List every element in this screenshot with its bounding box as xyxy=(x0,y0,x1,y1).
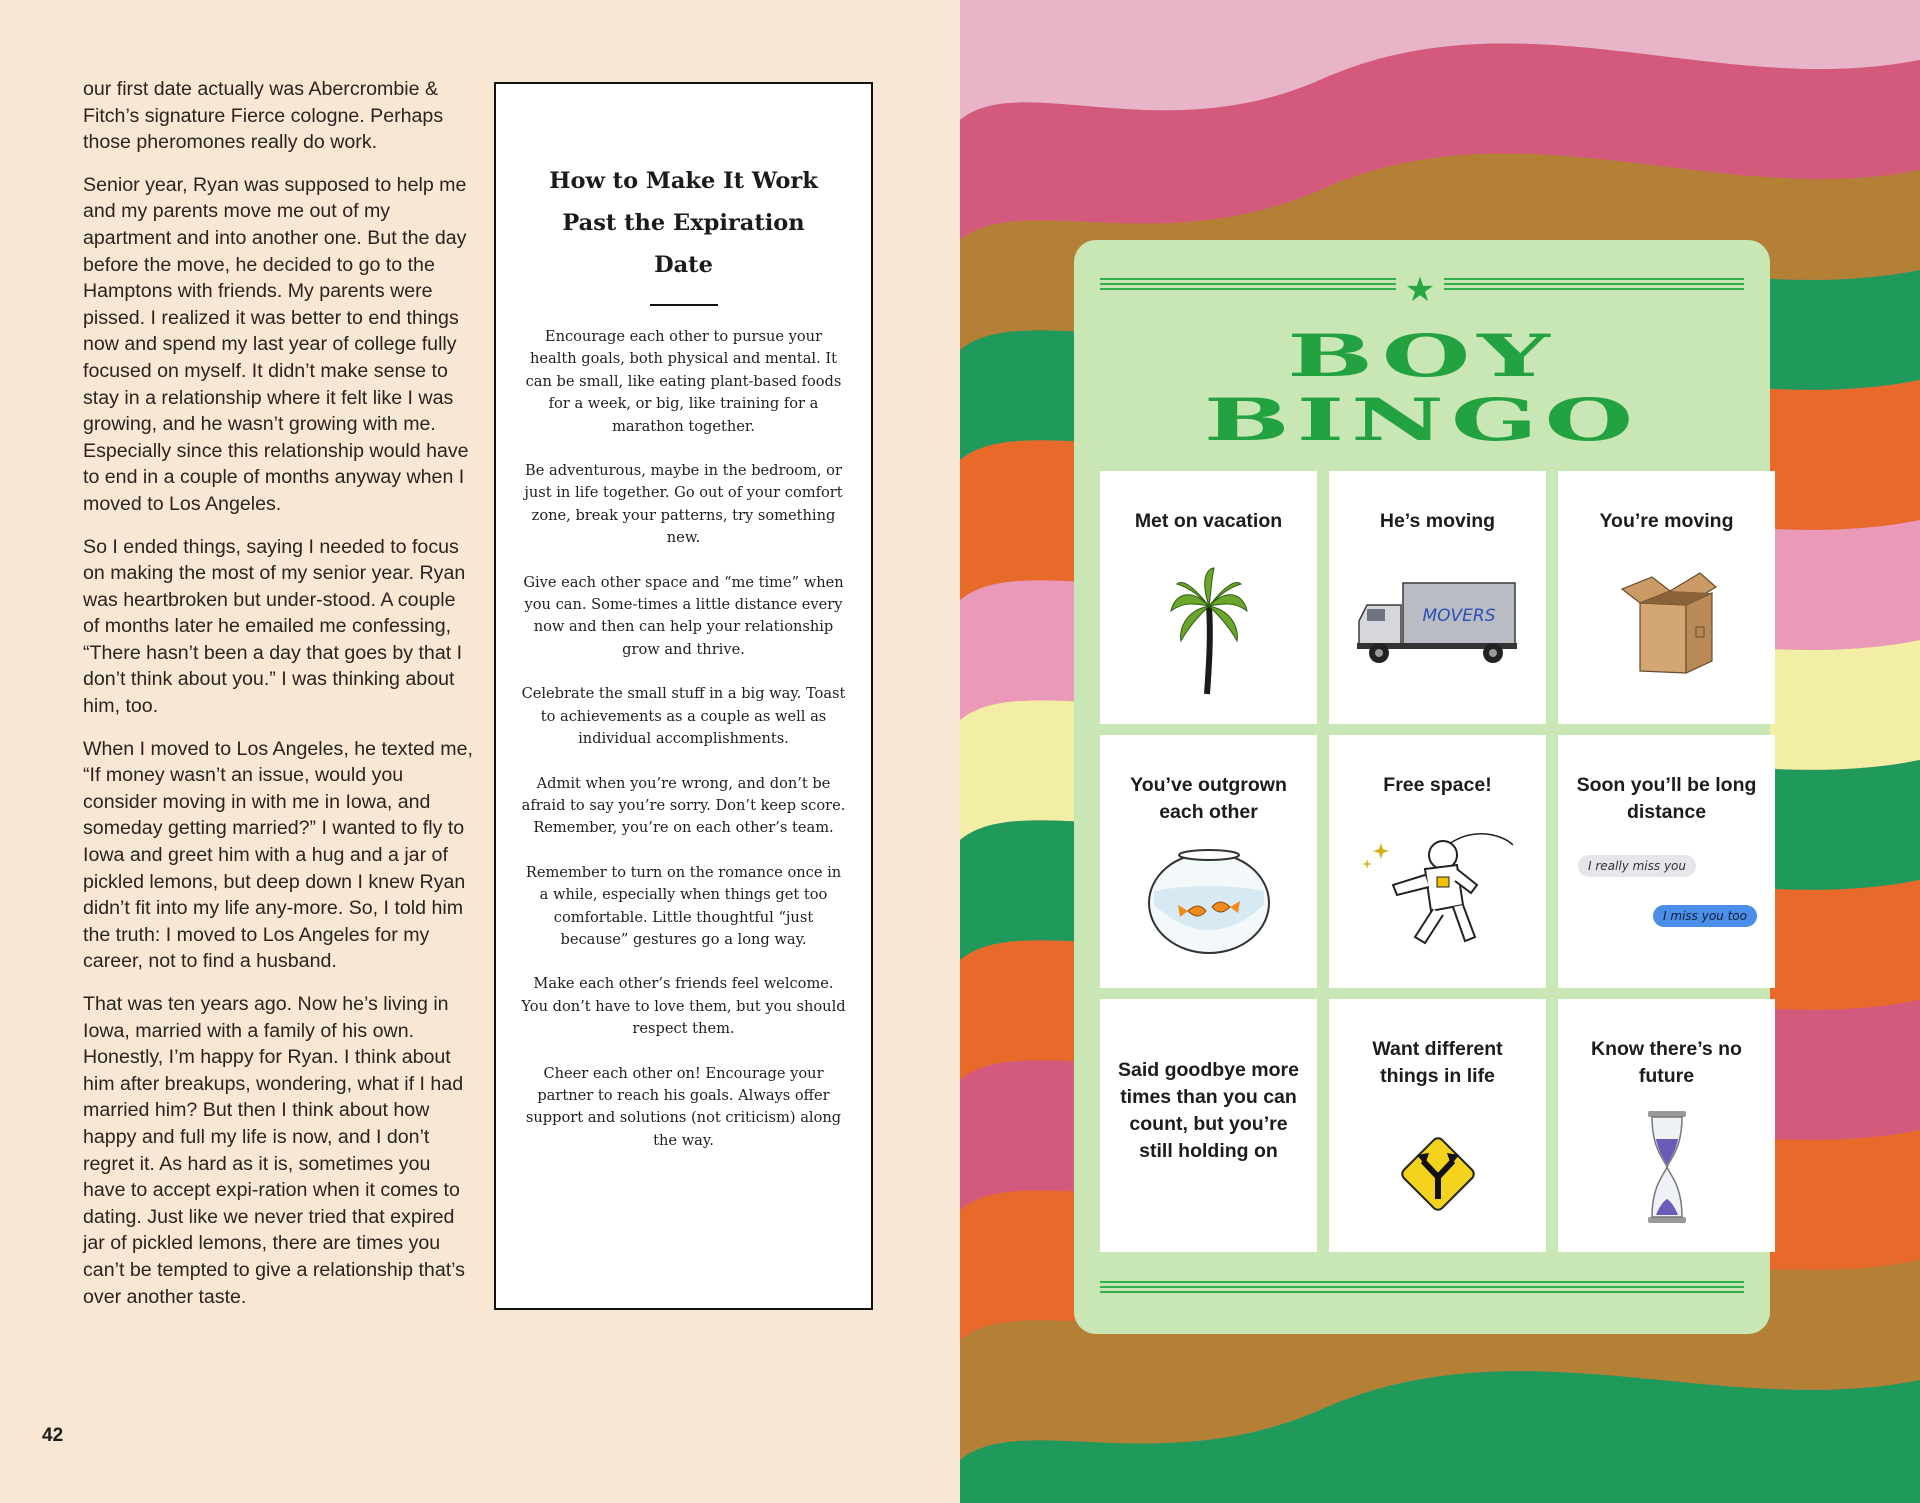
body-paragraph: Senior year, Ryan was supposed to help me and my parents move me out of my apartment and into another one. But the day before the move, he decided to go to the Hamptons with friends. My parents were pissed. I realized it was better to end things now and spend my last year of college fully focused on myself. It didn’t make sense to stay in a relationship where it felt like I was growing, and he wasn’t growing with me. Especially since this relationship would have to end in a couple of months anyway when I moved to Los Angeles. xyxy=(83,173,469,515)
bingo-cell-label: Free space! xyxy=(1383,774,1492,796)
bingo-title-line-1: BOY xyxy=(1287,322,1557,390)
decorative-rule-left xyxy=(1100,278,1396,292)
page-number: 42 xyxy=(42,1425,64,1446)
bingo-cell-label: Met on vacation xyxy=(1134,510,1283,532)
bingo-cell xyxy=(1329,999,1546,1252)
body-text-column xyxy=(83,76,473,1326)
sidebar-title: How to Make It Work Past the Expiration Date xyxy=(549,168,818,278)
bingo-cell-label: He’s moving xyxy=(1379,510,1496,532)
cardboard-box-icon xyxy=(1558,569,1775,684)
tip-item: Remember to turn on the romance once in a while, especially when things get too comfortable. Little thoughtful “just because” gestures go a long way. xyxy=(525,863,842,948)
bingo-cell-label: Said goodbye more times than you can count, but you’re still holding on xyxy=(1118,1059,1299,1162)
bingo-cell xyxy=(1329,471,1546,724)
decorative-rule-bottom xyxy=(1100,1281,1744,1295)
bingo-cell xyxy=(1558,999,1775,1252)
body-paragraph: That was ten years ago. Now he’s living in Iowa, married with a family of his own. Honestly, I’m happy for Ryan. I think about him after breakups, wondering, what if I had married him? But then I think about how happy and full my life is now, and I don’t regret it. As hard as it is, sometimes you have to accept expi-ration when it comes to dating. Just like we never tried that expired jar of pickled lemons, there are times you can’t be tempted to give a relationship that’s over another taste. xyxy=(83,993,465,1308)
sidebar-divider xyxy=(650,304,718,306)
bingo-cell xyxy=(1558,471,1775,724)
bingo-title-line-2: BINGO xyxy=(1203,386,1641,454)
bingo-cell xyxy=(1100,735,1317,988)
body-paragraph: So I ended things, saying I needed to focus on making the most of my senior year. Ryan was heartbroken but under-stood. A couple of months later he emailed me confessing, “There hasn’t been a day that goes by that I don’t think about you.” I was thinking about him, too. xyxy=(83,535,466,718)
tip-item: Give each other space and “me time” when you can. Some-times a little distance every now and then can help your relationship grow and thrive. xyxy=(523,573,844,658)
bingo-cell-label: You’re moving xyxy=(1599,510,1734,532)
bingo-cell-label: Want different things in life xyxy=(1372,1038,1503,1087)
tip-item: Cheer each other on! Encourage your partner to reach his goals. Always offer support and solutions (not criticism) along the way. xyxy=(525,1064,842,1149)
bingo-cell-label: You’ve outgrown each other xyxy=(1130,774,1287,823)
tips-list xyxy=(496,326,871,1152)
fishbowl-icon xyxy=(1100,845,1317,960)
message-bubble-sent: I miss you too xyxy=(1653,905,1757,927)
bingo-cell-label: Soon you’ll be long distance xyxy=(1576,774,1757,823)
palm-tree-icon xyxy=(1100,566,1317,701)
fork-road-sign-icon xyxy=(1329,1129,1546,1224)
tip-item: Encourage each other to pursue your health goals, both physical and mental. It can be small, like eating plant-based foods for a week, or big, like training for a marathon together. xyxy=(525,328,842,435)
bingo-cell xyxy=(1100,999,1317,1252)
bingo-cell xyxy=(1100,471,1317,724)
tip-item: Make each other’s friends feel welcome. You don’t have to love them, but you should respect them. xyxy=(521,975,846,1038)
message-bubble-received: I really miss you xyxy=(1578,855,1696,877)
bingo-title xyxy=(1074,324,1770,452)
right-page xyxy=(960,0,1920,1503)
tips-sidebar xyxy=(494,82,873,1310)
tip-item: Admit when you’re wrong, and don’t be afraid to say you’re sorry. Don’t keep score. Remember, you’re on each other’s team. xyxy=(521,774,846,837)
bingo-cell xyxy=(1329,735,1546,988)
truck-text: MOVERS xyxy=(1421,606,1496,626)
tip-item: Be adventurous, maybe in the bedroom, or just in life together. Go out of your comfort zone, break your patterns, try something new. xyxy=(524,462,843,547)
moving-truck-icon xyxy=(1329,581,1546,676)
hourglass-icon xyxy=(1558,1109,1775,1230)
decorative-rule-right xyxy=(1444,278,1744,292)
body-paragraph: our first date actually was Abercrombie & Fitch’s signature Fierce cologne. Perhaps those pheromones really do work. xyxy=(83,78,444,154)
body-paragraph: When I moved to Los Angeles, he texted me, “If money wasn’t an issue, would you consider moving in with me in Iowa, and someday getting married?” I wanted to fly to Iowa and greet him with a hug and a jar of pickled lemons, but deep down I knew Ryan didn’t fit into my life any-more. So, I told him the truth: I moved to Los Angeles for my career, not to find a husband. xyxy=(83,737,473,973)
astronaut-icon xyxy=(1329,825,1546,960)
bingo-cell-label: Know there’s no future xyxy=(1591,1038,1742,1087)
text-messages-icon xyxy=(1558,855,1775,945)
bingo-cell xyxy=(1558,735,1775,988)
tip-item: Celebrate the small stuff in a big way. Toast to achievements as a couple as well as individual accomplishments. xyxy=(521,685,846,748)
boy-bingo-card xyxy=(1074,240,1770,1334)
star-icon: ★ xyxy=(1404,270,1436,310)
